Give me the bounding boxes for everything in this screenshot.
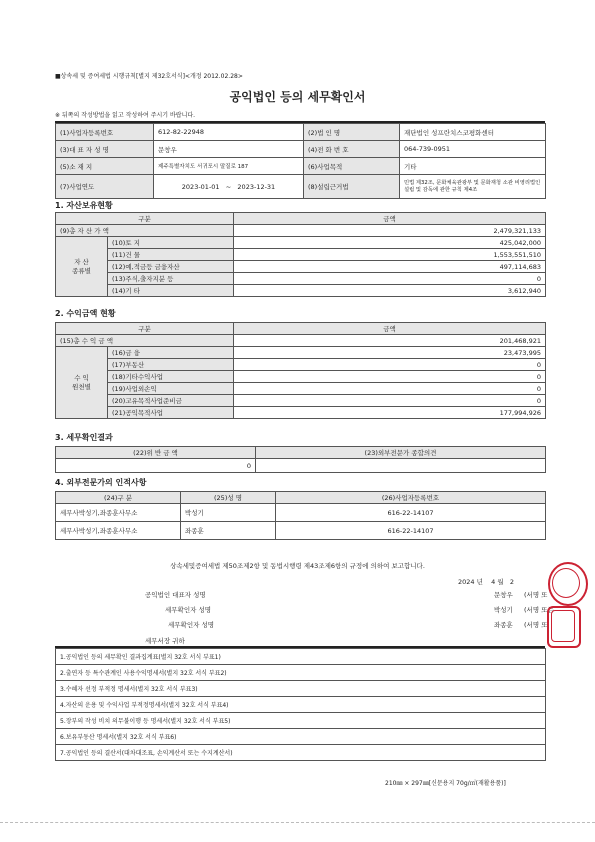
asset-row-value: 497,114,683	[234, 261, 546, 273]
expert-kind: 세무사박성기,좌종훈사무소	[56, 504, 181, 522]
income-row-label: (17)부동산	[108, 359, 234, 371]
label-phone: (4)전 화 번 호	[304, 141, 400, 158]
income-row-value: 177,994,926	[234, 407, 546, 419]
income-table	[55, 322, 546, 419]
income-row-value: 23,473,995	[234, 347, 546, 359]
asset-row-label: (14)기 타	[108, 285, 234, 297]
asset-row-label: (13)주식,출자지분 등	[108, 273, 234, 285]
asset-total-label: (9)총 자 산 가 액	[56, 225, 234, 237]
value-fiscal-year	[154, 175, 304, 199]
paper-spec: 210㎜ × 297㎜[신문용지 70g/㎡(재활용품)]	[385, 780, 506, 787]
income-header-amount: 금액	[234, 323, 546, 335]
expert-header-name: (25)성 명	[181, 492, 276, 504]
expert-table	[55, 491, 546, 540]
income-total-value: 201,468,921	[234, 335, 546, 347]
signer-role: 공익법인 대표자 성명	[145, 591, 206, 599]
label-address: (5)소 재 지	[56, 158, 154, 175]
asset-row-label: (12)예,적금등 금융자산	[108, 261, 234, 273]
result-opinion-value	[256, 459, 546, 473]
asset-row-label: (11)건 물	[108, 249, 234, 261]
page-bottom-rule	[0, 822, 595, 823]
income-header-kind: 구분	[56, 323, 234, 335]
attachment-item: 3.수혜자 선정 부적정 명세서(별지 32호 서식 부표3)	[56, 681, 546, 697]
result-header-violation: (22)위 반 금 액	[56, 447, 256, 459]
value-legal-basis: 민법 제32조, 문화체육관광부 및 문화재청 소관 비영리법인 설립 및 감독에 관한 규칙 제4조	[400, 175, 546, 199]
report-statement: 상속세및증여세법 제50조제2항 및 동법시행령 제43조제6항의 규정에 의하여 보고합니다.	[170, 562, 425, 570]
asset-row-value: 425,042,000	[234, 237, 546, 249]
seal-inner-ring	[552, 568, 580, 598]
value-phone: 064-739-0951	[400, 141, 546, 158]
income-row-label: (18)기타수익사업	[108, 371, 234, 383]
section-4-title: 4. 외부전문가의 인적사항	[55, 478, 147, 487]
value-purpose: 기타	[400, 158, 546, 175]
income-row-label: (19)사업외손익	[108, 383, 234, 395]
signer-name: 좌종훈	[494, 621, 513, 629]
income-row-value: 0	[234, 395, 546, 407]
label-purpose: (6)사업목적	[304, 158, 400, 175]
page-title: 공익법인 등의 세무확인서	[229, 90, 366, 104]
income-row-label: (21)공익목적사업	[108, 407, 234, 419]
fiscal-end: 2023-12-31	[237, 182, 276, 191]
signer-role: 세무확인자 성명	[168, 621, 215, 629]
label-rep-name: (3)대 표 자 성 명	[56, 141, 154, 158]
result-violation-value: 0	[56, 459, 256, 473]
asset-header-kind: 구분	[56, 213, 234, 225]
value-bizno: 612-82-22948	[154, 124, 304, 141]
asset-row-value: 3,612,940	[234, 285, 546, 297]
value-rep-name: 문창우	[154, 141, 304, 158]
attachments-table	[55, 648, 546, 761]
expert-name: 좌종훈	[181, 522, 276, 540]
fiscal-tilde: ~	[225, 182, 232, 191]
income-row-value: 0	[234, 383, 546, 395]
income-row-label: (16)금 융	[108, 347, 234, 359]
income-row-value: 0	[234, 371, 546, 383]
attachment-item: 1.공익법인 등의 세무확인 결과집계표(별지 32호 서식 부표1)	[56, 649, 546, 665]
expert-bizno: 616-22-14107	[276, 504, 546, 522]
attachment-item: 5.장부의 작성 비치 의무불이행 등 명세서(별지 32호 서식 부표5)	[56, 713, 546, 729]
signer-name: 박성기	[494, 606, 513, 614]
expert-name: 박성기	[181, 504, 276, 522]
expert-bizno: 616-22-14107	[276, 522, 546, 540]
sign-mark: (서명 또	[524, 591, 548, 599]
label-legal-basis: (8)설립근거법	[304, 175, 400, 199]
asset-header-amount: 금액	[234, 213, 546, 225]
section-1-title: 1. 자산보유현황	[55, 201, 113, 210]
attachment-item: 2.출연자 등 특수관계인 사용수익명세서(별지 32호 서식 부표2)	[56, 665, 546, 681]
attachment-item: 4.자산의 운용 및 수익사업 부적정명세서(별지 32호 서식 부표4)	[56, 697, 546, 713]
sign-mark: (서명 또는	[524, 606, 554, 614]
expert-header-bizno: (26)사업자등록번호	[276, 492, 546, 504]
asset-group-label: 자 산 종류별	[56, 237, 108, 297]
instruction-text: ※ 뒤쪽의 작성방법을 읽고 작성하여 주시기 바랍니다.	[55, 112, 196, 119]
value-corp-name: 재단법인 성프란치스코평화센터	[400, 124, 546, 141]
asset-total-value: 2,479,321,133	[234, 225, 546, 237]
addressee: 세무서장 귀하	[145, 637, 185, 645]
value-address: 제주특별자치도 서귀포시 말질로 187	[154, 158, 304, 175]
attachment-item: 6.보유부동산 명세서(별지 32호 서식 부표6)	[56, 729, 546, 745]
asset-row-value: 0	[234, 273, 546, 285]
asset-row-label: (10)토 지	[108, 237, 234, 249]
report-date: 2024 년 4 월 2	[458, 578, 514, 586]
section-2-title: 2. 수익금액 현황	[55, 309, 116, 318]
result-table	[55, 446, 546, 473]
asset-row-value: 1,553,551,510	[234, 249, 546, 261]
expert-kind: 세무사박성기,좌종훈사무소	[56, 522, 181, 540]
asset-table	[55, 212, 546, 297]
income-group-label: 수 익 원천별	[56, 347, 108, 419]
attachment-item: 7.공익법인 등의 결산서(대차대조표, 손익계산서 또는 수지계산서)	[56, 745, 546, 761]
seal-inner-box	[551, 610, 575, 642]
info-table	[55, 123, 546, 199]
income-row-label: (20)고유목적사업준비금	[108, 395, 234, 407]
fiscal-start: 2023-01-01	[181, 182, 220, 191]
form-reference: ■상속세 및 증여세법 시행규칙[별지 제32호서식]<개정 2012.02.28>	[55, 73, 243, 80]
sign-mark: (서명 또	[524, 621, 548, 629]
label-fiscal-year: (7)사업연도	[56, 175, 154, 199]
income-row-value: 0	[234, 359, 546, 371]
expert-header-kind: (24)구 분	[56, 492, 181, 504]
signer-role: 세무확인자 성명	[165, 606, 212, 614]
signer-name: 문창우	[494, 591, 513, 599]
label-bizno: (1)사업자등록번호	[56, 124, 154, 141]
income-total-label: (15)총 수 익 금 액	[56, 335, 234, 347]
section-3-title: 3. 세무확인결과	[55, 433, 113, 442]
result-header-opinion: (23)외부전문가 종합의견	[256, 447, 546, 459]
label-corp-name: (2)법 인 명	[304, 124, 400, 141]
